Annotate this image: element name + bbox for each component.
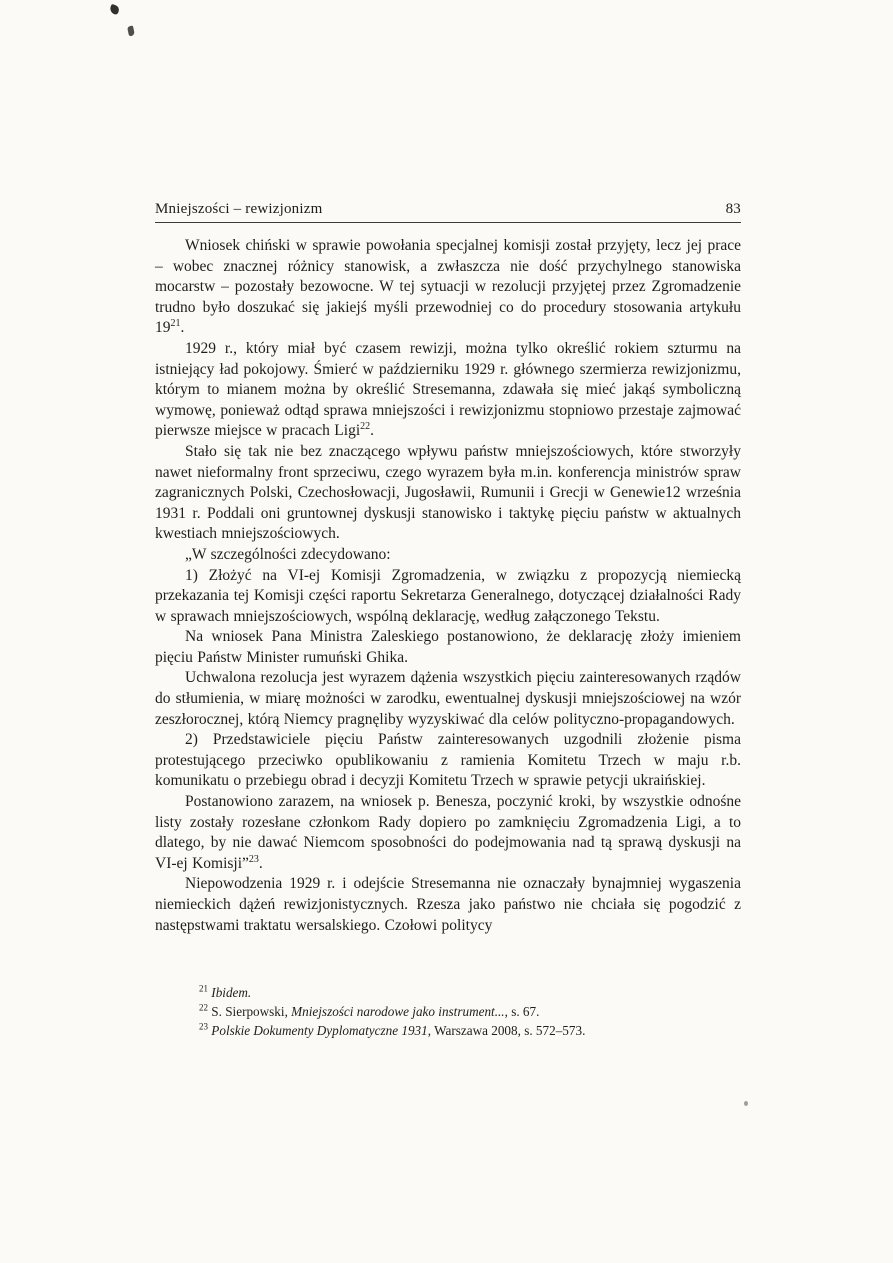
paragraph: 1929 r., który miał być czasem rewizji, można tylko określić rokiem szturmu na istniejący ład pokojowy. Śmierć w październiku 1929 r. głównego szermierza rewizjonizmu, którym to mianem można by określić Stresemanna, zdawała się mieć jakąś symboliczną wymowę, ponieważ odtąd sprawa mniejszości i rewizjonizmu stopniowo przestaje zajmować pierwsze miejsce w pracach Ligi$^{22}$.: [155, 339, 741, 440]
footnote-number: 22: [199, 1002, 208, 1013]
paragraph: Uchwalona rezolucja jest wyrazem dążenia wszystkich pięciu zainteresowanych rządów do stłumienia, w miarę możności w zarodku, ewentualnej dyskusji mniejszościowej na wzór zeszłorocznej, którą Niemcy pragnęliby wyzyskiwać dla celów polityczno-propagandowych.: [155, 669, 741, 728]
paragraph: 2) Przedstawiciele pięciu Państw zainteresowanych uzgodnili złożenie pisma protestującego przeciwko opublikowaniu z ramienia Komitetu Trzech w maju r.b. komunikatu o przebiegu obrad i decyzji Komitetu Trzech w sprawie petycji ukraińskiej.: [155, 731, 741, 790]
paragraph: Postanowiono zarazem, na wniosek p. Benesza, poczynić kroki, by wszystkie odnośne listy zostały rozesłane członkom Rady dopiero po zamknięciu Zgromadzenia Ligi, a to dlatego, by nie dawać Niemcom sposobności do podejmowania nad tą sprawą dyskusji na VI-ej Komisji”$^{23}$.: [155, 793, 741, 872]
paragraph: 1) Złożyć na VI-ej Komisji Zgromadzenia, w związku z propozycją niemiecką przekazania tej Komisji części raportu Sekretarza Generalnego, dotyczącej działalności Rady w sprawach mniejszościowych, wspólną deklarację, według załączonego Tekstu.: [155, 566, 741, 625]
page-content: [155, 201, 741, 1040]
paragraph: Wniosek chiński w sprawie powołania specjalnej komisji został przyjęty, lecz jej prace – wobec znacznej różnicy stanowisk, a zwłaszcza nie dość przychylnego stanowiska mocarstw – pozostały bezowocne. W tej sytuacji w rezolucji przyjętej przez Zgromadzenie trudno było doszukać się jakiejś myśli przewodniej co do procedury stosowania artykułu $19^{21}$.: [155, 237, 741, 337]
paragraph: „W szczególności zdecydowano:: [185, 545, 391, 563]
scan-artifact: [109, 4, 120, 15]
footnote-ref: 21: [170, 318, 181, 330]
page-number: 83: [725, 201, 741, 217]
paragraph: Niepowodzenia 1929 r. i odejście Stresemanna nie oznaczały bynajmniej wygaszenia niemieckich dążeń rewizjonistycznych. Rzesza jako państwo nie chciała się pogodzić z następstwami traktatu wersalskiego. Czołowi politycy: [155, 875, 741, 934]
footnote-ref: 22: [360, 421, 371, 433]
paragraph: Na wniosek Pana Ministra Zaleskiego postanowiono, że deklarację złoży imieniem pięciu Państw Minister rumuński Ghika.: [155, 628, 741, 666]
footnote: $^{22}$ S. Sierpowski, Mniejszości narodowe jako instrument..., s. 67.: [199, 1002, 540, 1020]
footnote: $^{23}$ Polskie Dokumenty Dyplomatyczne 1931, Warszawa 2008, s. 572–573.: [199, 1021, 586, 1039]
scan-artifact: [744, 1101, 748, 1106]
footnotes: [199, 983, 741, 1040]
footnote: $^{21}$ Ibidem.: [199, 983, 252, 1001]
footnote-number: 23: [199, 1021, 208, 1032]
footnote-ref: 23: [248, 853, 259, 865]
paragraph: Stało się tak nie bez znaczącego wpływu państw mniejszościowych, które stworzyły nawet nieformalny front sprzeciwu, czego wyrazem była m.in. konferencja ministrów spraw zagranicznych Polski, Czechosłowacji, Jugosławii, Rumunii i Grecji w Genewie12 września 1931 r. Poddali oni gruntownej dyskusji stanowisko i taktykę pięciu państw w aktualnych kwestiach mniejszościowych.: [155, 442, 741, 543]
running-title: Mniejszości – rewizjonizm: [155, 201, 323, 217]
scan-artifact: [127, 25, 135, 36]
body-paragraphs: [155, 236, 741, 936]
footnote-number: 21: [199, 983, 208, 994]
running-header: [155, 201, 741, 223]
